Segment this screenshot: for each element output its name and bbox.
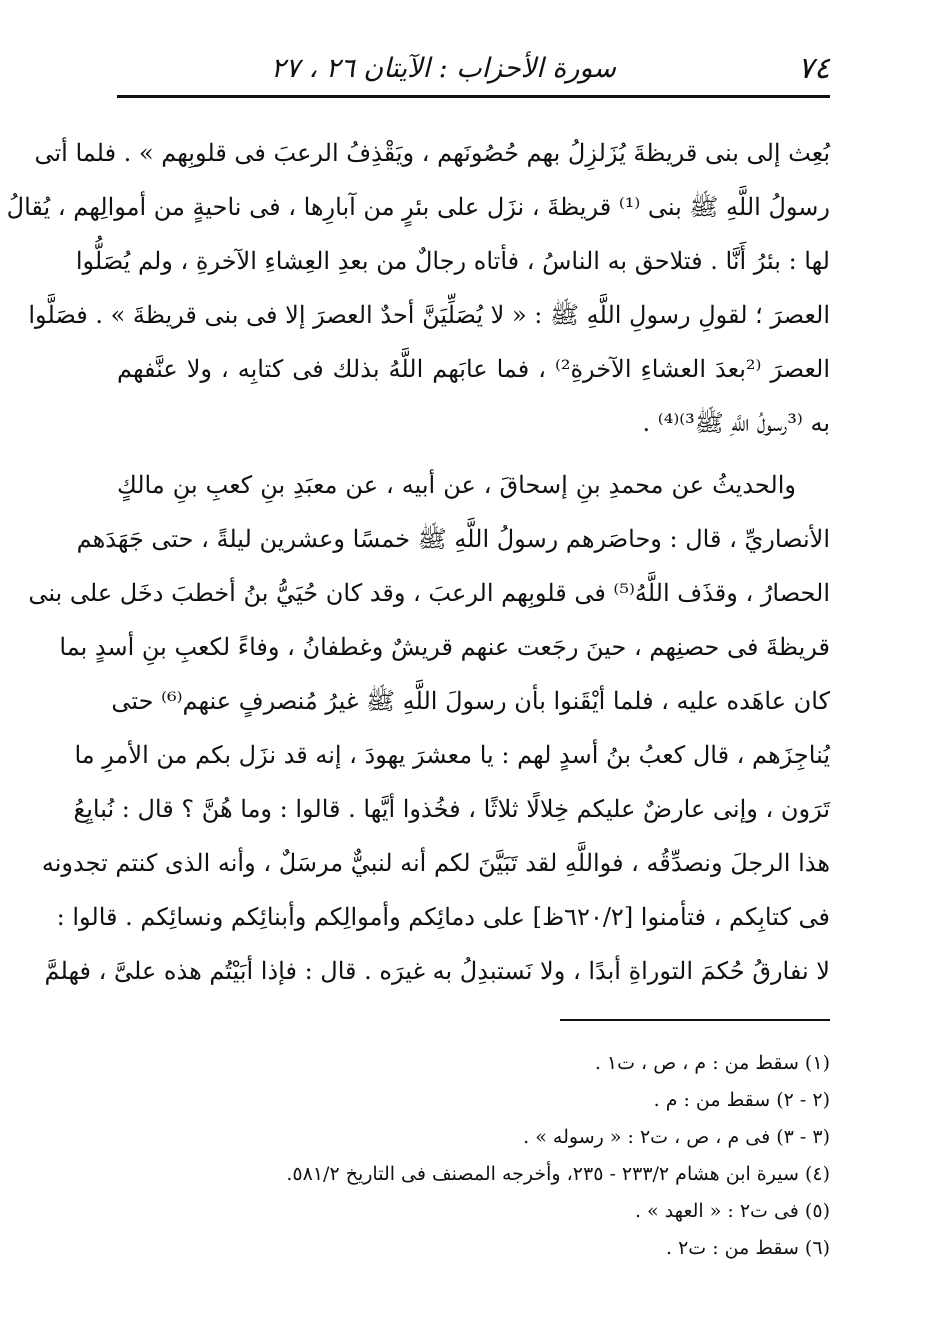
paragraph-1 — [6, 126, 831, 450]
text-line: الحصارُ ، وقذَف اللَّهُ⁽⁵⁾ فى قلوبِهم الرعبَ ، وقد كان حُيَيُّ بنُ أخطبَ دخَل على بنى — [28, 579, 830, 607]
header-rule — [117, 95, 830, 98]
footnotes — [117, 1045, 830, 1267]
footnote: (٤) سيرة ابن هشام ٢٣٣/٢ - ٢٣٥، وأخرجه المصنف فى التاريخ ٥٨١/٢. — [286, 1163, 830, 1185]
footnote-separator — [560, 1019, 830, 1021]
text-line: والحديثُ عن محمدِ بنِ إسحاقَ ، عن أبيه ، عن معبَدِ بنِ كعبِ بنِ مالكٍ — [117, 471, 796, 499]
running-title: سورة الأحزاب : الآيتان ٢٦ ، ٢٧ — [270, 53, 616, 84]
text-line: تَرَون ، وإنى عارضٌ عليكم خِلالًا ثلاثًا ، فخُذوا أيَّها . قالوا : وما هُنَّ ؟ قال : نُبايِعُ — [73, 795, 830, 823]
footnote: (٦) سقط من : ت٢ . — [665, 1237, 830, 1259]
paragraph-2 — [28, 458, 830, 998]
text-line: لا نفارقُ حُكمَ التوراةِ أبدًا ، ولا نَستبدِلُ به غيرَه . قال : فإذا أبَيْتُم هذه علىَّ ، فهلمَّ — [44, 957, 830, 985]
text-line: قريظةَ فى حصنِهم ، حينَ رجَعت عنهم قريشٌ وغطفانُ ، وفاءً لكعبِ بنِ أسدٍ بما — [59, 633, 830, 661]
page-header — [117, 48, 830, 92]
text-line: هذا الرجلَ ونصدِّقُه ، فواللَّهِ لقد تَبَيَّنَ لكم أنه لنبيٌّ مرسَلٌ ، وأنه الذى كنتم تجدونه — [41, 849, 830, 877]
text-line: فى كتابِكم ، فتأمنوا [٦٢٠/٢ظ] على دمائِكم وأموالِكم وأبنائِكم ونسائِكم . قالوا : — [56, 903, 830, 931]
footnote: (٢ - ٢) سقط من : م . — [653, 1089, 830, 1111]
footnote: (٥) فى ت٢ : « العهد » . — [634, 1200, 830, 1222]
text-line: كان عاهَده عليه ، فلما أيْقَنوا بأن رسولَ اللَّهِ ﷺ غيرُ مُنصرفٍ عنهم⁽⁶⁾ حتى — [111, 687, 830, 715]
text-line: الأنصاريِّ ، قال : وحاصَرهم رسولُ اللَّهِ ﷺ خمسًا وعشرين ليلةً ، حتى جَهَدَهم — [76, 525, 830, 553]
text-line: رسولُ اللَّهِ ﷺ بنى ⁽¹⁾ قريظةَ ، نزَل على بئرٍ من آبارِها ، فى ناحيةٍ من أموالِهم ، يُقالُ — [6, 193, 830, 221]
footnote: (١) سقط من : م ، ص ، ت١ . — [594, 1052, 830, 1074]
text-line: يُناجِزَهم ، قال كعبُ بنُ أسدٍ لهم : يا معشرَ يهودَ ، إنه قد نزَل بكم من الأمرِ ما — [74, 741, 830, 769]
text-line: العصرَ ⁽²بعدَ العشاءِ الآخرةِ²⁾ ، فما عابَهم اللَّهُ بذلك فى كتابِه ، ولا عنَّفهم — [117, 355, 831, 383]
text-line: بُعِث إلى بنى قريظةَ يُزَلزِلُ بهم حُصُونَهم ، ويَقْذِفُ الرعبَ فى قلوبِهم » . فلما أتى — [34, 139, 830, 167]
text-line: العصرَ ؛ لقولِ رسولِ اللَّهِ ﷺ : « لا يُصَلِّيَنَّ أحدٌ العصرَ إلا فى بنى قريظةَ » . فصَلَّوا — [28, 301, 830, 329]
text-line: لها : بئرُ أَنَّا . فتلاحق به الناسُ ، فأتاه رجالٌ من بعدِ العِشاءِ الآخرةِ ، ولم يُصَلُّوا — [75, 247, 830, 275]
footnote: (٣ - ٣) فى م ، ص ، ت٢ : « رسوله » . — [523, 1126, 830, 1148]
text-line: به ⁽³رسولُ اللَّهِ ﷺ³⁾⁽⁴⁾ . — [642, 409, 830, 437]
page-number: ٧٤ — [797, 51, 830, 86]
